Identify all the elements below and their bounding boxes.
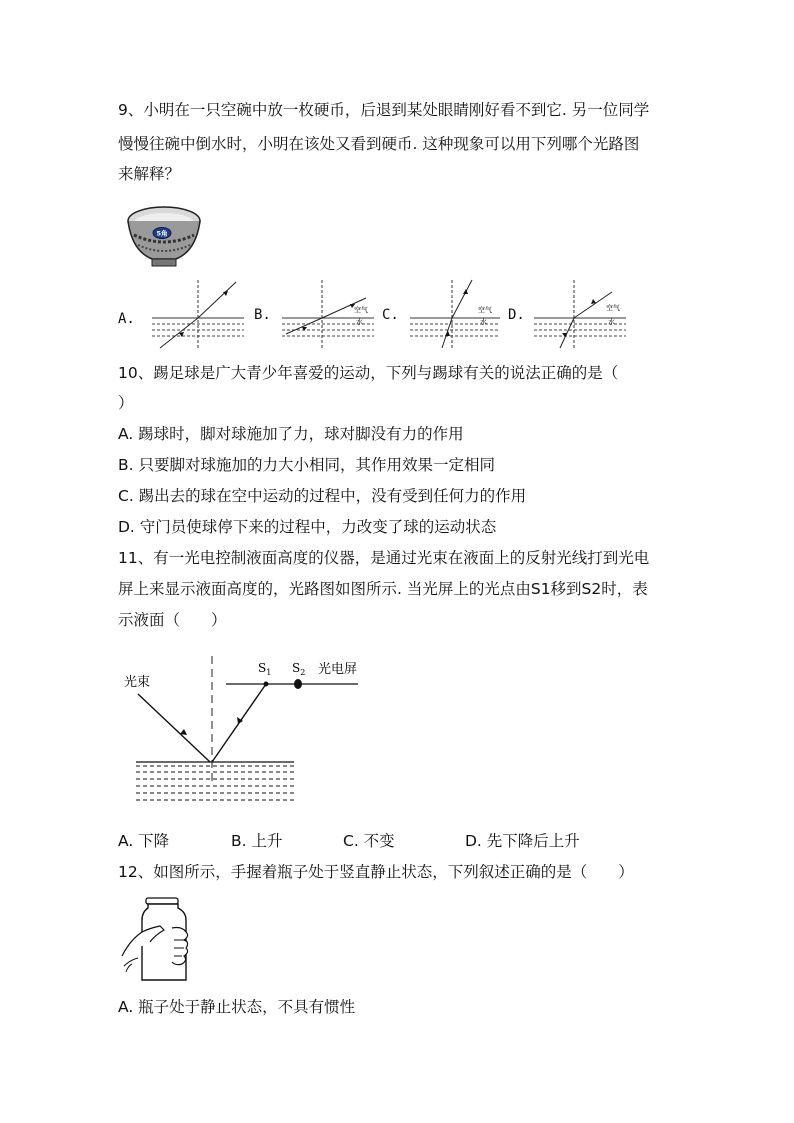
beam-label: 光束 bbox=[124, 675, 151, 690]
q10-option-a: A. 踢球时，脚对球施加了力，球对脚没有力的作用 bbox=[118, 425, 464, 443]
q9-diagram-c bbox=[408, 278, 500, 350]
q10-option-b: B. 只要脚对球施加的力大小相同，其作用效果一定相同 bbox=[118, 456, 495, 474]
q9-diagram-a bbox=[150, 278, 244, 350]
q12-option-a: A. 瓶子处于静止状态，不具有惯性 bbox=[118, 998, 356, 1016]
hand-holding-bottle-image bbox=[120, 896, 200, 984]
q12-text-line-1: 12、如图所示，手握着瓶子处于竖直静止状态，下列叙述正确的是（ ） bbox=[118, 863, 634, 881]
s2-subscript: 2 bbox=[300, 668, 306, 677]
screen-label: 光电屏 bbox=[318, 662, 358, 677]
q9-text-line-3: 来解释？ bbox=[118, 165, 181, 183]
q11-option-a: A. 下降 bbox=[118, 832, 170, 850]
q9-text-line-2: 慢慢往碗中倒水时，小明在该处又看到硬币. 这种现象可以用下列哪个光路图 bbox=[118, 135, 640, 153]
s1-letter: S bbox=[258, 661, 267, 675]
q11-text-line-1: 11、有一光电控制液面高度的仪器，是通过光束在液面上的反射光线打到光电 bbox=[118, 549, 650, 567]
q11-text-line-3: 示液面（ ） bbox=[118, 611, 227, 629]
q9-diagram-c-water-label: 水 bbox=[480, 318, 487, 326]
coin-label: 5角 bbox=[156, 229, 168, 238]
q9-diagram-b-air-label: 空气 bbox=[354, 306, 368, 314]
q10-option-c: C. 踢出去的球在空中运动的过程中，没有受到任何力的作用 bbox=[118, 487, 527, 505]
q9-option-a-label: A. bbox=[118, 311, 135, 327]
q10-text-line-1: 10、踢足球是广大青少年喜爱的运动，下列与踢球有关的说法正确的是（ bbox=[118, 364, 619, 382]
q11-option-c: C. 不变 bbox=[343, 832, 395, 850]
q11-option-b: B. 上升 bbox=[231, 832, 283, 850]
bowl-with-coin-image bbox=[124, 203, 204, 273]
s1-subscript: 1 bbox=[266, 668, 272, 677]
q9-diagram-b-water-label: 水 bbox=[356, 318, 363, 326]
q9-option-b-label: B. bbox=[254, 307, 271, 323]
q9-text-line-1: 9、小明在一只空碗中放一枚硬币，后退到某处眼睛刚好看不到它. 另一位同学 bbox=[118, 101, 650, 119]
q9-diagram-d bbox=[532, 278, 626, 350]
s2-letter: S bbox=[292, 661, 301, 675]
q11-option-d: D. 先下降后上升 bbox=[465, 832, 580, 850]
q9-diagram-d-air-label: 空气 bbox=[606, 304, 620, 312]
q9-diagram-d-water-label: 水 bbox=[608, 318, 615, 326]
s1-label bbox=[258, 661, 271, 677]
q9-diagram-b bbox=[280, 278, 374, 350]
q9-option-c-label: C. bbox=[382, 307, 399, 323]
q9-option-d-label: D. bbox=[508, 307, 525, 323]
q10-option-d: D. 守门员使球停下来的过程中，力改变了球的运动状态 bbox=[118, 518, 497, 536]
q9-diagram-c-air-label: 空气 bbox=[478, 306, 492, 314]
q10-text-line-2: ） bbox=[118, 394, 134, 412]
s2-label bbox=[292, 661, 305, 677]
q11-light-path-figure bbox=[118, 652, 368, 812]
q11-text-line-2: 屏上来显示液面高度的，光路图如图所示. 当光屏上的光点由S1移到S2时，表 bbox=[118, 580, 648, 598]
